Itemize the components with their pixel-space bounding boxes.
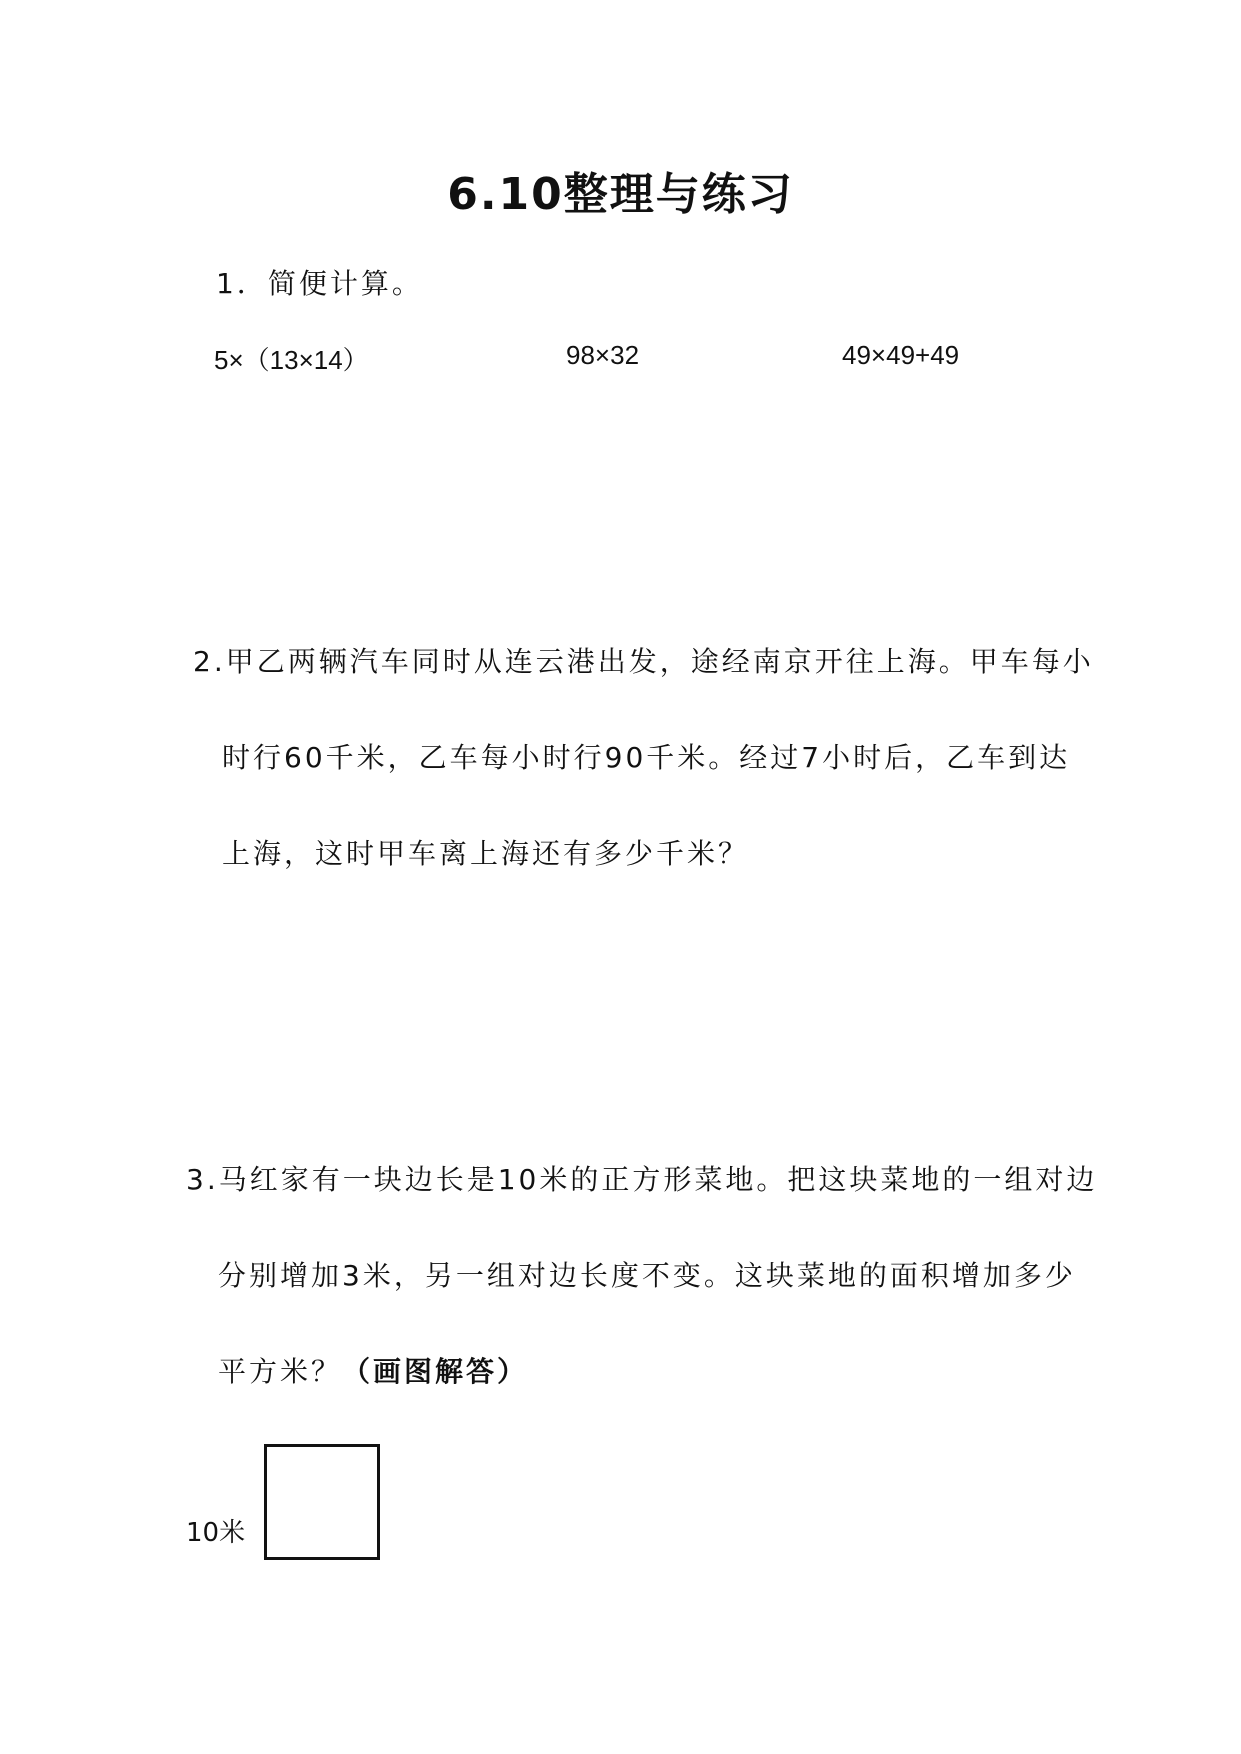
question-1-heading: 1．简便计算。 <box>216 267 423 300</box>
question-3-line-3-text: 平方米？ <box>218 1355 343 1388</box>
expression-1: 5×（13×14） <box>214 345 369 375</box>
square-garden-figure <box>264 1444 380 1560</box>
question-2-line-1: 2.甲乙两辆汽车同时从连云港出发，途经南京开往上海。甲车每小 <box>193 645 1094 678</box>
expression-3: 49×49+49 <box>842 340 960 370</box>
page-title: 6.10整理与练习 <box>447 169 794 220</box>
expression-2: 98×32 <box>566 340 640 370</box>
question-3-line-1: 3.马红家有一块边长是10米的正方形菜地。把这块菜地的一组对边 <box>186 1163 1098 1196</box>
draw-answer-note: （画图解答） <box>342 1355 529 1388</box>
square-side-label: 10米 <box>186 1518 246 1548</box>
question-3-line-2: 分别增加3米，另一组对边长度不变。这块菜地的面积增加多少 <box>218 1259 1076 1292</box>
question-2-line-2: 时行60千米，乙车每小时行90千米。经过7小时后，乙车到达 <box>222 741 1071 774</box>
question-3-line-3 <box>218 1350 528 1390</box>
question-2-line-3: 上海，这时甲车离上海还有多少千米？ <box>222 837 750 870</box>
